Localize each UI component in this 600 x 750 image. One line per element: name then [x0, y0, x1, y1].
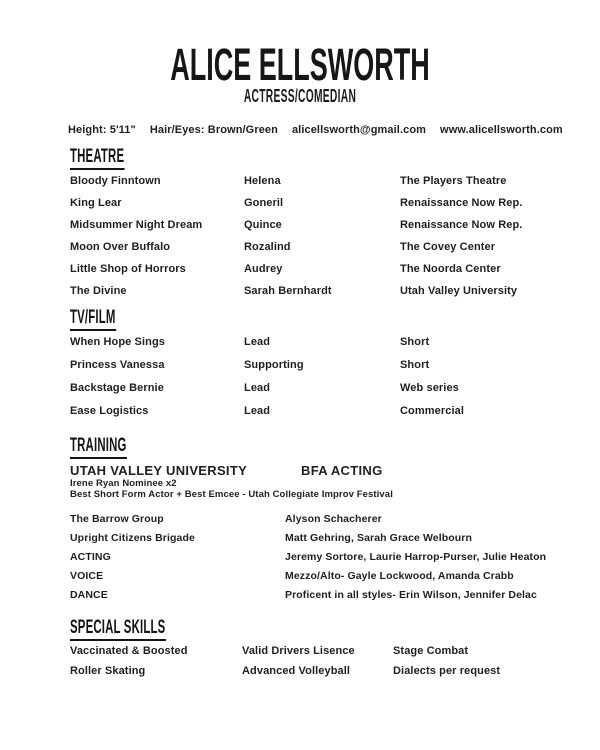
training-instructors-cell: Proficent in all styles- Erin Wilson, Jennifer Delac	[285, 589, 537, 601]
section-heading-tv-film	[70, 308, 147, 331]
training-program-cell: VOICE	[70, 570, 104, 582]
skill-cell: Vaccinated & Boosted	[70, 645, 188, 657]
training-program-cell: ACTING	[70, 551, 111, 563]
theatre-production-cell: Midsummer Night Dream	[70, 219, 203, 231]
theatre-venue-cell: The Covey Center	[400, 241, 496, 253]
theatre-venue-cell: The Noorda Center	[400, 263, 501, 275]
info-email: alicellsworth@gmail.com	[291, 124, 427, 136]
training-university-row	[70, 461, 382, 478]
tv-role-cell: Lead	[244, 336, 271, 348]
tv-format-cell: Web series	[400, 382, 459, 394]
skill-cell: Roller Skating	[70, 665, 146, 677]
tv-production-cell: When Hope Sings	[70, 336, 165, 348]
theatre-role-cell: Quince	[244, 219, 282, 231]
theatre-table	[70, 173, 522, 305]
tv-format-cell: Commercial	[400, 405, 464, 417]
theatre-production-cell: King Lear	[70, 197, 122, 209]
skill-cell: Valid Drivers Lisence	[242, 645, 355, 657]
special-skills-heading-label: SPECIAL SKILLS	[70, 618, 166, 641]
theatre-production-cell: Bloody Finntown	[70, 175, 161, 187]
theatre-venue-cell: The Players Theatre	[400, 175, 507, 187]
resume-subtitle: ACTRESS/COMEDIAN	[243, 86, 357, 106]
info-height: Height: 5'11"	[68, 124, 136, 136]
training-instructors-cell: Alyson Schacherer	[285, 513, 382, 525]
tv-role-cell: Supporting	[244, 359, 304, 371]
training-degree: BFA ACTING	[301, 463, 383, 478]
theatre-heading-label: THEATRE	[70, 147, 125, 170]
skill-cell: Dialects per request	[393, 665, 501, 677]
theatre-venue-cell: Renaissance Now Rep.	[400, 197, 523, 209]
theatre-production-cell: Little Shop of Horrors	[70, 263, 186, 275]
skill-cell: Advanced Volleyball	[242, 665, 351, 677]
special-skills-table	[70, 643, 500, 683]
training-honors	[70, 479, 393, 500]
theatre-venue-cell: Renaissance Now Rep.	[400, 219, 523, 231]
skill-cell: Stage Combat	[393, 645, 469, 657]
theatre-role-cell: Audrey	[244, 263, 283, 275]
tv-production-cell: Backstage Bernie	[70, 382, 164, 394]
theatre-production-cell: The Divine	[70, 285, 127, 297]
personal-info-line	[68, 124, 563, 137]
training-honors-line1: Irene Ryan Nominee x2	[70, 478, 177, 489]
theatre-production-cell: Moon Over Buffalo	[70, 241, 171, 253]
training-program-cell: Upright Citizens Brigade	[70, 532, 195, 544]
training-program-cell: The Barrow Group	[70, 513, 164, 525]
theatre-role-cell: Goneril	[244, 197, 284, 209]
theatre-role-cell: Rozalind	[244, 241, 291, 253]
section-heading-special-skills	[70, 618, 230, 641]
info-hair-eyes: Hair/Eyes: Brown/Green	[149, 124, 278, 136]
training-instructors-cell: Mezzo/Alto- Gayle Lockwood, Amanda Crabb	[285, 570, 514, 582]
tv-role-cell: Lead	[244, 382, 271, 394]
training-honors-line2: Best Short Form Actor + Best Emcee - Utah Collegiate Improv Festival	[70, 488, 393, 500]
tv-format-cell: Short	[400, 336, 430, 348]
section-heading-theatre	[70, 147, 161, 170]
training-instructors-cell: Matt Gehring, Sarah Grace Welbourn	[285, 532, 472, 544]
theatre-venue-cell: Utah Valley University	[400, 285, 518, 297]
tv-format-cell: Short	[400, 359, 430, 371]
training-heading-label: TRAINING	[70, 436, 127, 459]
theatre-role-cell: Sarah Bernhardt	[244, 285, 332, 297]
training-table	[70, 511, 546, 606]
theatre-role-cell: Helena	[244, 175, 281, 187]
tv-film-heading-label: TV/FILM	[70, 308, 116, 331]
info-website: www.alicellsworth.com	[440, 124, 563, 136]
training-program-cell: DANCE	[70, 589, 108, 601]
training-university: UTAH VALLEY UNIVERSITY	[70, 463, 248, 478]
training-instructors-cell: Jeremy Sortore, Laurie Harrop-Purser, Julie Heaton	[285, 551, 547, 563]
tv-production-cell: Ease Logistics	[70, 405, 149, 417]
tv-film-table	[70, 334, 464, 426]
section-heading-training	[70, 436, 165, 459]
tv-role-cell: Lead	[244, 405, 271, 417]
tv-production-cell: Princess Vanessa	[70, 359, 165, 371]
resume-name: ALICE ELLSWORTH	[170, 39, 430, 90]
